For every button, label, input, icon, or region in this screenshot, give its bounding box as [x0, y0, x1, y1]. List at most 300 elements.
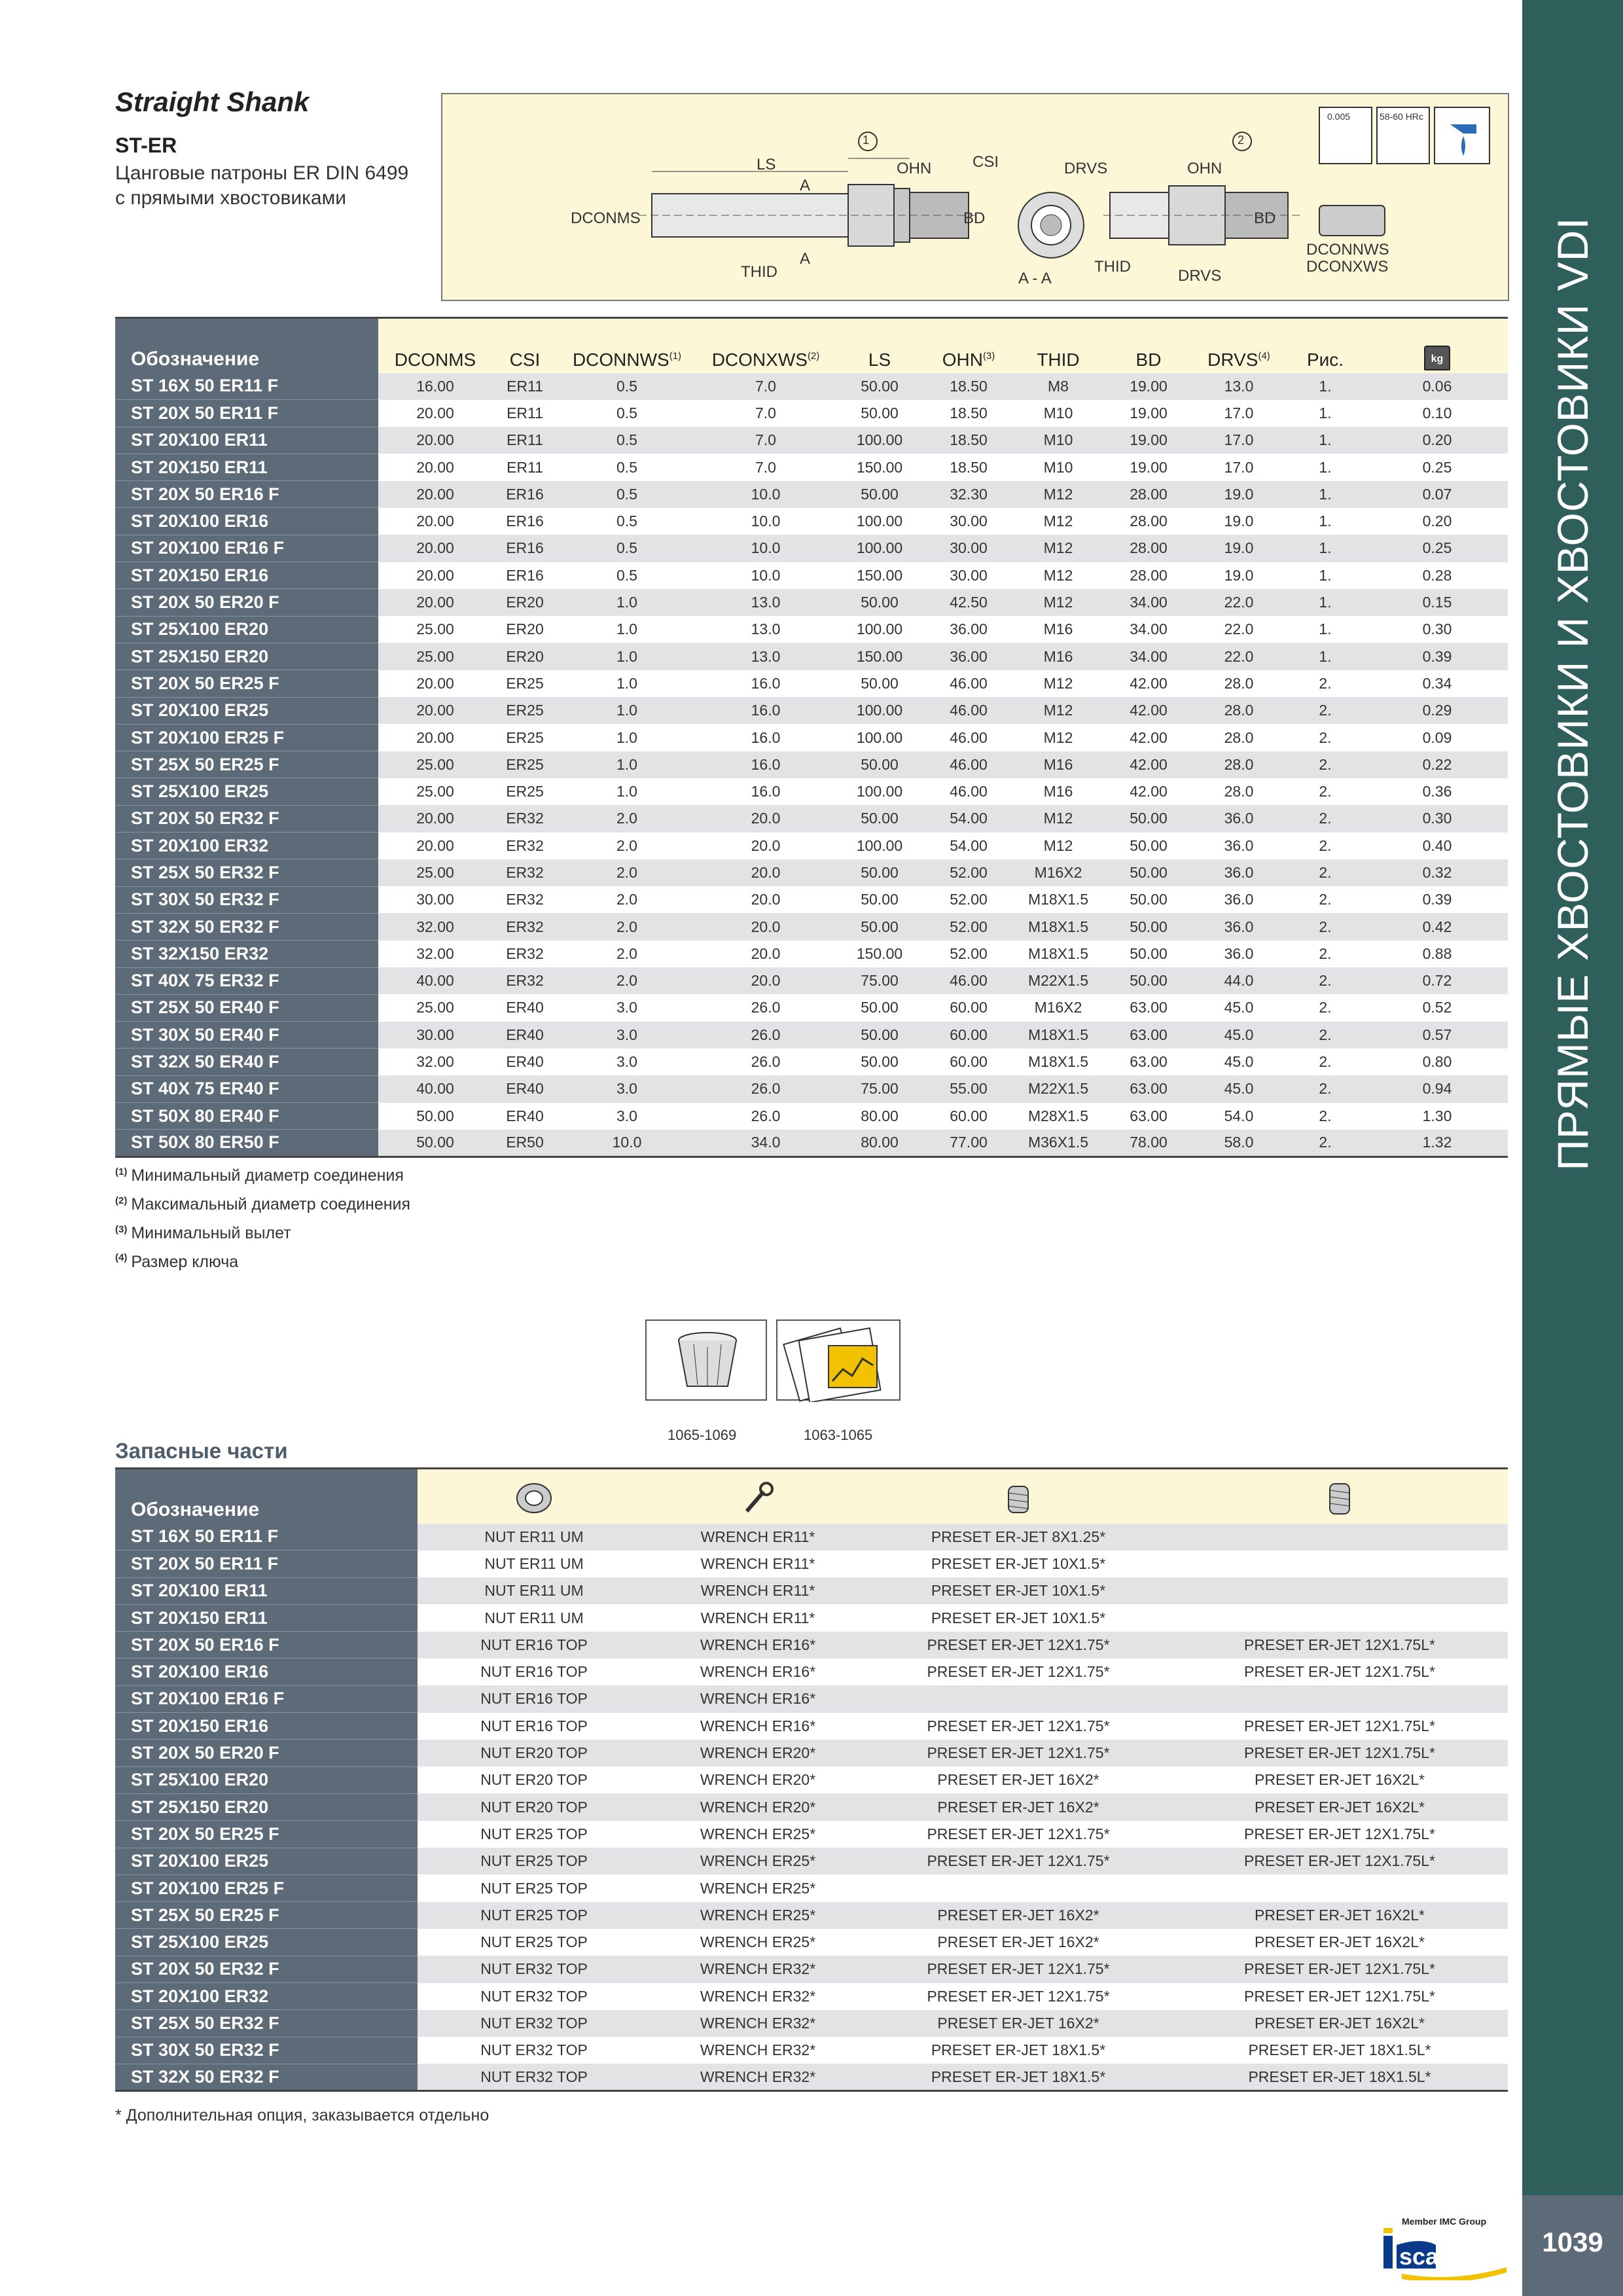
wrench-column-header [651, 1469, 865, 1524]
cell-dconxws: 20.0 [696, 859, 835, 886]
cell-ohn: 60.00 [924, 1049, 1013, 1075]
cell-dconnws: 3.0 [558, 1103, 696, 1130]
cell-dconxws: 20.0 [696, 833, 835, 859]
cell-dconxws: 7.0 [696, 427, 835, 454]
label-ohn-2: OHN [1187, 160, 1222, 177]
preset-cell: PRESET ER-JET 8X1.25* [865, 1524, 1171, 1551]
cell-fig: 2. [1284, 805, 1366, 832]
cell-fig: 2. [1284, 994, 1366, 1021]
figure-2-label: 2 [1238, 134, 1245, 147]
collet-pages[interactable]: 1065-1069 [668, 1427, 737, 1443]
wrench-cell: WRENCH ER25* [651, 1929, 865, 1956]
nut-cell: NUT ER25 TOP [418, 1929, 651, 1956]
cell-fig: 2. [1284, 913, 1366, 940]
designation-cell: ST 16X 50 ER11 F [115, 373, 378, 400]
cell-ohn: 32.30 [924, 481, 1013, 508]
preset-cell: PRESET ER-JET 16X2* [865, 1767, 1171, 1793]
nut-cell: NUT ER16 TOP [418, 1713, 651, 1740]
cell-fig: 2. [1284, 1103, 1366, 1130]
collet-reference-icon[interactable] [645, 1319, 767, 1401]
preset-column-header [865, 1469, 1171, 1524]
cell-csi: ER11 [492, 454, 558, 480]
cell-ls: 80.00 [835, 1103, 924, 1130]
cell-dconxws: 16.0 [696, 724, 835, 751]
label-ls: LS [757, 156, 776, 173]
cell-weight: 0.39 [1366, 886, 1508, 913]
cell-csi: ER32 [492, 886, 558, 913]
spare-row [115, 1604, 1508, 1631]
cell-dconxws: 16.0 [696, 751, 835, 778]
designation-cell: ST 25X 50 ER32 F [115, 2010, 418, 2037]
table-row [115, 697, 1508, 724]
cell-dconxws: 16.0 [696, 697, 835, 724]
designation-cell: ST 20X100 ER25 F [115, 724, 378, 751]
preset-cell: PRESET ER-JET 16X2* [865, 1902, 1171, 1929]
cell-drvs: 28.0 [1194, 751, 1284, 778]
cell-ohn: 46.00 [924, 724, 1013, 751]
cell-drvs: 28.0 [1194, 778, 1284, 805]
cell-drvs: 28.0 [1194, 670, 1284, 697]
preset-long-cell: PRESET ER-JET 18X1.5L* [1171, 2037, 1508, 2064]
nut-cell: NUT ER11 UM [418, 1524, 651, 1551]
cell-csi: ER11 [492, 400, 558, 427]
table-row [115, 1130, 1508, 1157]
spare-header-designation: Обозначение [115, 1469, 418, 1524]
wrench-cell: WRENCH ER20* [651, 1740, 865, 1767]
nut-cell: NUT ER25 TOP [418, 1902, 651, 1929]
spare-parts-footnote: * Дополнительная опция, заказывается отдельно [115, 2106, 490, 2125]
cell-dconxws: 26.0 [696, 1075, 835, 1102]
cell-ls: 50.00 [835, 670, 924, 697]
cell-dconnws: 3.0 [558, 1049, 696, 1075]
cell-thid: M12 [1013, 833, 1103, 859]
hardness-label: 58-60 HRc [1380, 111, 1423, 122]
designation-cell: ST 20X100 ER16 F [115, 1685, 418, 1712]
cell-dconxws: 20.0 [696, 805, 835, 832]
preset-long-cell [1171, 1524, 1508, 1551]
cell-weight: 0.15 [1366, 589, 1508, 616]
spare-row [115, 1902, 1508, 1929]
cell-weight: 0.34 [1366, 670, 1508, 697]
spare-row [115, 2037, 1508, 2064]
nut-cell: NUT ER25 TOP [418, 1848, 651, 1874]
cell-thid: M12 [1013, 562, 1103, 589]
cell-csi: ER16 [492, 562, 558, 589]
cell-thid: M12 [1013, 697, 1103, 724]
cell-csi: ER40 [492, 1103, 558, 1130]
designation-cell: ST 25X 50 ER25 F [115, 751, 378, 778]
cell-dconnws: 0.5 [558, 481, 696, 508]
cell-dconxws: 26.0 [696, 994, 835, 1021]
iscar-logo [1382, 2216, 1513, 2284]
spare-parts-table [115, 1467, 1508, 2092]
wrench-cell: WRENCH ER32* [651, 2064, 865, 2090]
designation-cell: ST 25X 50 ER32 F [115, 859, 378, 886]
cell-weight: 0.06 [1366, 373, 1508, 400]
header-bd: BD [1103, 318, 1194, 373]
nut-cell: NUT ER16 TOP [418, 1659, 651, 1685]
cell-drvs: 19.0 [1194, 508, 1284, 535]
designation-cell: ST 50X 80 ER50 F [115, 1130, 378, 1157]
table-row [115, 427, 1508, 454]
cell-dconnws: 2.0 [558, 805, 696, 832]
wrench-cell: WRENCH ER20* [651, 1767, 865, 1793]
cell-weight: 0.42 [1366, 913, 1508, 940]
cell-ohn: 46.00 [924, 967, 1013, 994]
cell-thid: M10 [1013, 427, 1103, 454]
cell-bd: 28.00 [1103, 562, 1194, 589]
cell-csi: ER40 [492, 1075, 558, 1102]
cell-dconxws: 10.0 [696, 535, 835, 562]
cell-ohn: 18.50 [924, 373, 1013, 400]
nut-cell: NUT ER11 UM [418, 1551, 651, 1577]
designation-cell: ST 25X 50 ER40 F [115, 994, 378, 1021]
spare-row [115, 2064, 1508, 2090]
cell-weight: 0.29 [1366, 697, 1508, 724]
cell-weight: 1.32 [1366, 1130, 1508, 1157]
cell-ls: 100.00 [835, 778, 924, 805]
cell-csi: ER25 [492, 724, 558, 751]
cell-ohn: 60.00 [924, 1022, 1013, 1049]
cell-dconms: 30.00 [378, 1022, 492, 1049]
header-thid: THID [1013, 318, 1103, 373]
cell-dconnws: 0.5 [558, 373, 696, 400]
cell-dconxws: 26.0 [696, 1022, 835, 1049]
cell-ls: 50.00 [835, 805, 924, 832]
preset-long-cell: PRESET ER-JET 16X2L* [1171, 2010, 1508, 2037]
cell-ohn: 55.00 [924, 1075, 1013, 1102]
nut-icon [514, 1480, 554, 1516]
cell-ls: 50.00 [835, 589, 924, 616]
cell-dconnws: 2.0 [558, 941, 696, 967]
cell-bd: 78.00 [1103, 1130, 1194, 1157]
cell-weight: 0.25 [1366, 454, 1508, 480]
sidebar-section-title: ПРЯМЫЕ ХВОСТОВИКИ И ХВОСТОВИКИ VDI [1548, 217, 1597, 1171]
preset-long-cell [1171, 1874, 1508, 1901]
cell-dconms: 20.00 [378, 589, 492, 616]
cell-fig: 2. [1284, 1075, 1366, 1102]
cell-ls: 50.00 [835, 859, 924, 886]
cell-dconnws: 0.5 [558, 427, 696, 454]
cell-drvs: 28.0 [1194, 697, 1284, 724]
cell-dconnws: 0.5 [558, 562, 696, 589]
spare-row [115, 1524, 1508, 1551]
cell-weight: 0.88 [1366, 941, 1508, 967]
figure-1-label: 1 [863, 134, 870, 147]
cell-dconnws: 1.0 [558, 751, 696, 778]
cell-bd: 28.00 [1103, 508, 1194, 535]
cell-thid: M36X1.5 [1013, 1130, 1103, 1157]
cell-ohn: 46.00 [924, 751, 1013, 778]
cell-ohn: 52.00 [924, 913, 1013, 940]
wrench-cell: WRENCH ER11* [651, 1577, 865, 1604]
cell-dconnws: 0.5 [558, 535, 696, 562]
cell-fig: 1. [1284, 643, 1366, 670]
header-fig: Рис. [1284, 318, 1366, 373]
table-row [115, 400, 1508, 427]
cell-ls: 100.00 [835, 427, 924, 454]
wrench-cell: WRENCH ER25* [651, 1902, 865, 1929]
spare-row [115, 1983, 1508, 2010]
label-thid-2: THID [1094, 258, 1131, 276]
designation-cell: ST 20X 50 ER32 F [115, 805, 378, 832]
footnote-item: $^{(4)}$ Размер ключа [115, 1252, 239, 1271]
cell-weight: 0.39 [1366, 643, 1508, 670]
preset-cell: PRESET ER-JET 16X2* [865, 1793, 1171, 1820]
cell-dconxws: 13.0 [696, 643, 835, 670]
cell-weight: 0.57 [1366, 1022, 1508, 1049]
preset-long-cell: PRESET ER-JET 16X2L* [1171, 1767, 1508, 1793]
cell-fig: 1. [1284, 535, 1366, 562]
cell-fig: 1. [1284, 589, 1366, 616]
cell-weight: 0.30 [1366, 805, 1508, 832]
header-drvs: DRVS$^{(4)}$ [1194, 318, 1284, 373]
designation-cell: ST 20X100 ER25 [115, 697, 378, 724]
preset-cell: PRESET ER-JET 10X1.5* [865, 1577, 1171, 1604]
cell-ls: 75.00 [835, 967, 924, 994]
cell-dconms: 32.00 [378, 1049, 492, 1075]
cell-ls: 50.00 [835, 1022, 924, 1049]
cell-fig: 1. [1284, 481, 1366, 508]
spare-row [115, 1956, 1508, 1982]
cell-drvs: 22.0 [1194, 616, 1284, 643]
product-table-header [115, 318, 1508, 373]
spare-row [115, 1551, 1508, 1577]
cell-drvs: 17.0 [1194, 427, 1284, 454]
cell-thid: M16X2 [1013, 859, 1103, 886]
cell-weight: 0.28 [1366, 562, 1508, 589]
cell-drvs: 19.0 [1194, 535, 1284, 562]
label-csi: CSI [972, 153, 999, 171]
cell-bd: 50.00 [1103, 833, 1194, 859]
spare-row [115, 1685, 1508, 1712]
table-row [115, 1075, 1508, 1102]
cell-fig: 2. [1284, 886, 1366, 913]
cell-dconms: 20.00 [378, 833, 492, 859]
cell-dconnws: 1.0 [558, 724, 696, 751]
cell-ohn: 30.00 [924, 508, 1013, 535]
nut-cell: NUT ER16 TOP [418, 1685, 651, 1712]
designation-cell: ST 20X100 ER11 [115, 427, 378, 454]
cell-ls: 100.00 [835, 724, 924, 751]
cell-fig: 2. [1284, 1022, 1366, 1049]
cell-weight: 0.20 [1366, 427, 1508, 454]
preset-long-cell: PRESET ER-JET 18X1.5L* [1171, 2064, 1508, 2090]
designation-cell: ST 20X150 ER16 [115, 1713, 418, 1740]
cell-csi: ER25 [492, 751, 558, 778]
cell-ohn: 54.00 [924, 833, 1013, 859]
cell-dconms: 20.00 [378, 481, 492, 508]
cell-dconms: 20.00 [378, 724, 492, 751]
preset-long-cell: PRESET ER-JET 12X1.75L* [1171, 1659, 1508, 1685]
preset-long-cell [1171, 1577, 1508, 1604]
cell-dconxws: 10.0 [696, 508, 835, 535]
cell-fig: 2. [1284, 697, 1366, 724]
header-designation: Обозначение [115, 318, 378, 373]
nut-cell: NUT ER11 UM [418, 1577, 651, 1604]
cell-dconxws: 20.0 [696, 941, 835, 967]
cell-csi: ER40 [492, 1022, 558, 1049]
cell-drvs: 36.0 [1194, 805, 1284, 832]
cell-thid: M12 [1013, 508, 1103, 535]
header-dconnws: DCONNWS$^{(1)}$ [558, 318, 696, 373]
designation-cell: ST 20X100 ER32 [115, 1983, 418, 2010]
cell-dconnws: 2.0 [558, 967, 696, 994]
label-bd-2: BD [1254, 209, 1276, 227]
spare-row [115, 1632, 1508, 1659]
table-row [115, 508, 1508, 535]
wrench-cell: WRENCH ER16* [651, 1659, 865, 1685]
iscar-logo-icon [1382, 2228, 1513, 2280]
preset-long-cell: PRESET ER-JET 12X1.75L* [1171, 1713, 1508, 1740]
cell-ls: 50.00 [835, 373, 924, 400]
cell-thid: M16 [1013, 643, 1103, 670]
designation-cell: ST 30X 50 ER40 F [115, 1022, 378, 1049]
designation-cell: ST 20X100 ER32 [115, 833, 378, 859]
table-row [115, 941, 1508, 967]
preset-cell: PRESET ER-JET 10X1.5* [865, 1604, 1171, 1631]
cell-csi: ER25 [492, 778, 558, 805]
cell-dconxws: 20.0 [696, 886, 835, 913]
preset-cell: PRESET ER-JET 12X1.75* [865, 1821, 1171, 1848]
cell-dconms: 40.00 [378, 1075, 492, 1102]
cell-dconnws: 1.0 [558, 778, 696, 805]
label-drvs-2: DRVS [1178, 267, 1222, 285]
nut-cell: NUT ER32 TOP [418, 2010, 651, 2037]
cell-dconms: 25.00 [378, 859, 492, 886]
cell-ohn: 36.00 [924, 616, 1013, 643]
documentation-reference-icon[interactable] [776, 1319, 901, 1401]
preset-long-cell: PRESET ER-JET 12X1.75L* [1171, 1983, 1508, 2010]
preset-long-cell: PRESET ER-JET 12X1.75L* [1171, 1821, 1508, 1848]
label-bd: BD [963, 209, 986, 227]
cell-dconms: 30.00 [378, 886, 492, 913]
cell-csi: ER11 [492, 427, 558, 454]
preset-cell: PRESET ER-JET 16X2* [865, 2010, 1171, 2037]
cell-ohn: 30.00 [924, 535, 1013, 562]
cell-dconms: 50.00 [378, 1103, 492, 1130]
table-row [115, 589, 1508, 616]
cell-dconxws: 13.0 [696, 616, 835, 643]
spare-row [115, 1713, 1508, 1740]
preset-cell: PRESET ER-JET 18X1.5* [865, 2064, 1171, 2090]
cell-dconnws: 3.0 [558, 1075, 696, 1102]
cell-dconnws: 1.0 [558, 670, 696, 697]
cell-thid: M22X1.5 [1013, 967, 1103, 994]
cell-dconnws: 0.5 [558, 508, 696, 535]
table-row [115, 886, 1508, 913]
footnote-item: $^{(3)}$ Минимальный вылет [115, 1223, 291, 1242]
cell-bd: 63.00 [1103, 1075, 1194, 1102]
designation-cell: ST 25X150 ER20 [115, 1793, 418, 1820]
header-ohn: OHN$^{(3)}$ [924, 318, 1013, 373]
cell-ls: 50.00 [835, 886, 924, 913]
cell-thid: M18X1.5 [1013, 913, 1103, 940]
cell-drvs: 45.0 [1194, 1022, 1284, 1049]
label-dconxws: DCONXWS [1306, 258, 1389, 276]
cell-ohn: 77.00 [924, 1130, 1013, 1157]
cell-thid: M16 [1013, 751, 1103, 778]
cell-csi: ER40 [492, 994, 558, 1021]
cell-weight: 0.32 [1366, 859, 1508, 886]
wrench-cell: WRENCH ER32* [651, 1956, 865, 1982]
spare-row [115, 1821, 1508, 1848]
preset-cell: PRESET ER-JET 12X1.75* [865, 1848, 1171, 1874]
preset-cell: PRESET ER-JET 12X1.75* [865, 1740, 1171, 1767]
cell-dconms: 32.00 [378, 913, 492, 940]
cell-csi: ER32 [492, 967, 558, 994]
cell-ls: 100.00 [835, 697, 924, 724]
designation-cell: ST 50X 80 ER40 F [115, 1103, 378, 1130]
preset-long-screw-icon [1319, 1480, 1360, 1516]
designation-cell: ST 20X100 ER25 F [115, 1874, 418, 1901]
cell-ohn: 42.50 [924, 589, 1013, 616]
cell-dconms: 25.00 [378, 778, 492, 805]
cell-ls: 80.00 [835, 1130, 924, 1157]
cell-dconms: 20.00 [378, 670, 492, 697]
cell-thid: M18X1.5 [1013, 1049, 1103, 1075]
label-dconms: DCONMS [571, 209, 641, 227]
cell-csi: ER20 [492, 643, 558, 670]
designation-cell: ST 25X100 ER20 [115, 1767, 418, 1793]
label-drvs: DRVS [1064, 160, 1108, 177]
cell-fig: 2. [1284, 941, 1366, 967]
table-row [115, 670, 1508, 697]
cell-weight: 0.07 [1366, 481, 1508, 508]
cell-ls: 100.00 [835, 616, 924, 643]
wrench-cell: WRENCH ER25* [651, 1848, 865, 1874]
cell-ohn: 46.00 [924, 670, 1013, 697]
designation-cell: ST 32X150 ER32 [115, 941, 378, 967]
table-row [115, 1049, 1508, 1075]
spare-row [115, 2010, 1508, 2037]
table-row [115, 1103, 1508, 1130]
designation-cell: ST 20X 50 ER32 F [115, 1956, 418, 1982]
cell-dconxws: 20.0 [696, 967, 835, 994]
footnote-item: $^{(1)}$ Минимальный диаметр соединения [115, 1166, 404, 1185]
cell-ls: 100.00 [835, 535, 924, 562]
nut-cell: NUT ER32 TOP [418, 2064, 651, 2090]
spare-row [115, 1577, 1508, 1604]
spare-parts-title: Запасные части [115, 1439, 288, 1463]
cell-ohn: 18.50 [924, 400, 1013, 427]
spare-row [115, 1848, 1508, 1874]
cell-csi: ER32 [492, 805, 558, 832]
cell-drvs: 22.0 [1194, 589, 1284, 616]
preset-long-cell: PRESET ER-JET 12X1.75L* [1171, 1740, 1508, 1767]
cell-fig: 2. [1284, 1130, 1366, 1157]
preset-cell: PRESET ER-JET 10X1.5* [865, 1551, 1171, 1577]
cell-dconnws: 1.0 [558, 589, 696, 616]
designation-cell: ST 20X100 ER11 [115, 1577, 418, 1604]
cell-dconxws: 13.0 [696, 589, 835, 616]
cell-dconms: 25.00 [378, 994, 492, 1021]
wrench-cell: WRENCH ER11* [651, 1551, 865, 1577]
nut-column-header [418, 1469, 651, 1524]
cell-drvs: 45.0 [1194, 1075, 1284, 1102]
table-row [115, 833, 1508, 859]
label-dconnws: DCONNWS [1306, 241, 1389, 259]
cell-bd: 50.00 [1103, 967, 1194, 994]
designation-cell: ST 20X 50 ER20 F [115, 1740, 418, 1767]
nut-cell: NUT ER11 UM [418, 1604, 651, 1631]
cell-bd: 28.00 [1103, 481, 1194, 508]
designation-cell: ST 20X 50 ER25 F [115, 1821, 418, 1848]
nut-cell: NUT ER16 TOP [418, 1632, 651, 1659]
documentation-pages[interactable]: 1063-1065 [804, 1427, 873, 1443]
table-row [115, 913, 1508, 940]
cell-fig: 2. [1284, 670, 1366, 697]
